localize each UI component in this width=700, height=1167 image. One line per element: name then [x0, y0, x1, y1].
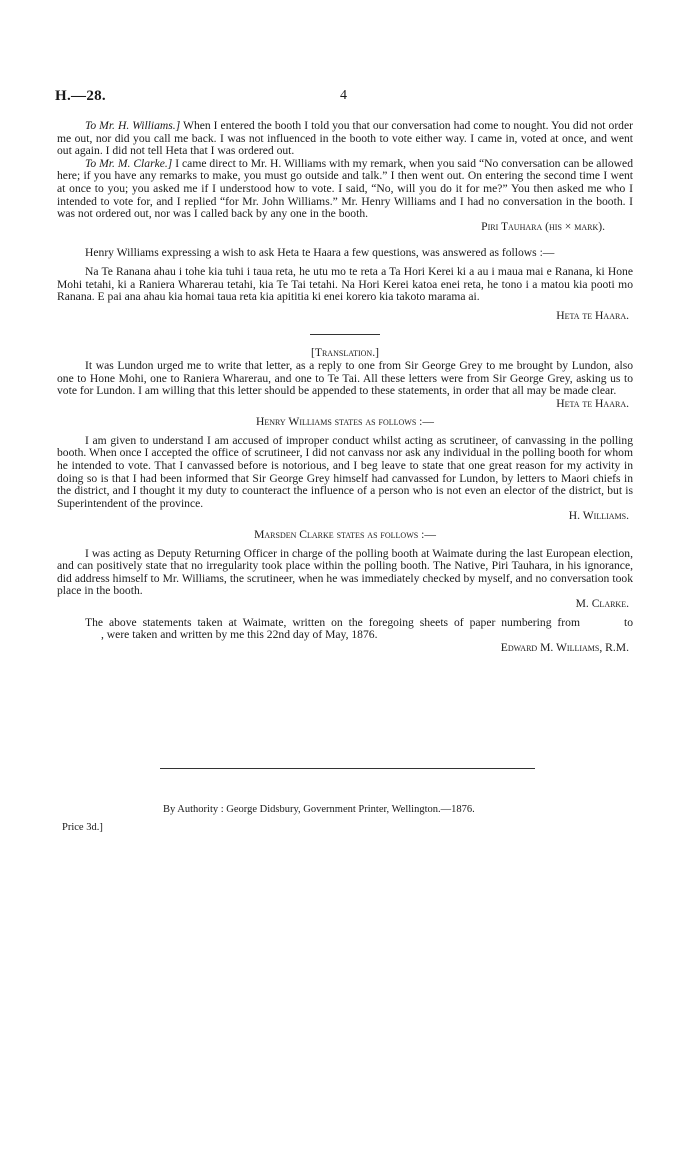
closing-statement	[57, 617, 633, 642]
paragraph-text: When I entered the booth I told you that our conversation had come to nought. You did not order me out, nor did you call me back. I was not influenced in the booth to vote either way. I came in, voted at once, and went out again. I did not tell Heta that I was ordered out.	[57, 119, 633, 158]
paragraph-to-m-clarke	[57, 158, 633, 221]
signature-resident-magistrate: Edward M. Williams, R.M.	[500, 640, 629, 654]
clarke-statement: I was acting as Deputy Returning Officer in charge of the polling booth at Waimate during the last European election, and can positively state that no irregularity took place within the polling booth. The Native, Piri Tauhara, in his ignorance, did address himself to Mr. Williams, the scrutineer, when he was immediately checked by myself, and no conversation took place in the booth.	[57, 546, 633, 598]
section-divider	[310, 334, 380, 335]
maori-statement: Na Te Ranana ahau i tohe kia tuhi i taua reta, he utu mo te reta a Ta Hori Kerei ki a au i maua mai e Ranana, ki Hone Mohi tetahi, ki a Raniera Wharerau tetahi, kia Te Tai tetahi. Na Hori Kerei katoa enei reta, he tono i a matou kia pooti mo Ranana. E pai ana ahau kia homai taua reta kia apititia ki enei korero kia takoto marama ai.	[57, 264, 633, 304]
heta-intro-text: Henry Williams expressing a wish to ask Heta te Haara a few questions, was answered as follows :—	[85, 246, 555, 260]
document-id: H.—28.	[55, 88, 106, 104]
closing-part-3: , were taken and written by me this 22nd day of May, 1876.	[101, 628, 378, 642]
page-header	[55, 88, 645, 108]
heta-intro	[57, 247, 633, 260]
paragraph-text: I came direct to Mr. H. Williams with my remark, when you said “No conversation can be allowed here; if you have any remarks to make, you must go outside and talk.” I then went out. On entering the second time I went at once to you; you asked me if I understood how to vote. I said, “No, will you do it for me?” You then asked me who I intended to vote for, and I replied “for Mr. John Williams.” Mr. Henry Williams and I had no conversation in the booth. I was not ordered out, nor was I called back by any one in the booth.	[57, 156, 633, 221]
clarke-heading: Marsden Clarke states as follows :—	[254, 528, 436, 542]
closing-part-2: to	[623, 615, 633, 629]
addressee-h-williams: To Mr. H. Williams.]	[85, 119, 181, 132]
translation-statement: It was Lundon urged me to write that letter, as a reply to one from Sir George Grey to me brought by Lundon, also one to Hone Mohi, one to Raniera Wharerau, and one to Te Tai. All these letters were from Sir George Grey, asking us to vote for Lundon. I am willing that this letter should be appended to these statements, in order that all may be made clear.	[57, 358, 633, 398]
footer-divider	[160, 768, 535, 769]
williams-statement: I am given to understand I am accused of improper conduct whilst acting as scrutineer, of canvassing in the polling booth. When once I accepted the office of scrutineer, I did not canvass nor ask any individual in the polling booth for whom he intended to vote. That I canvassed before is notorious, and I beg leave to state that one great reason for my activity in doing so is that I had been informed that Sir George Grey himself had canvassed for Lundon, by letters to Maori chiefs in the district, and I thought it my duty to counteract the influence of a person who is not even an elector of the district, but is Superintendent of the province.	[57, 433, 633, 510]
closing-part-1: The above statements taken at Waimate, written on the foregoing sheets of paper numbering from	[85, 615, 580, 629]
translation-heading: [Translation.]	[311, 346, 379, 360]
signature-piri-tauhara: Piri Tauhara (his × mark).	[481, 219, 605, 233]
addressee-m-clarke: To Mr. M. Clarke.]	[85, 156, 173, 170]
williams-heading: Henry Williams states as follows :—	[255, 415, 434, 429]
document-body	[57, 120, 633, 654]
page-number: 4	[340, 88, 347, 103]
signature-heta-te-haara: Heta te Haara.	[556, 308, 629, 322]
signature-h-williams: H. Williams.	[568, 509, 629, 523]
paragraph-to-h-williams	[57, 120, 633, 158]
price-label: Price 3d.]	[62, 822, 103, 833]
signature-m-clarke: M. Clarke.	[575, 597, 629, 610]
signature-heta-te-haara-translation: Heta te Haara.	[556, 396, 629, 410]
printer-authority: By Authority : George Didsbury, Government Printer, Wellington.—1876.	[163, 804, 475, 815]
